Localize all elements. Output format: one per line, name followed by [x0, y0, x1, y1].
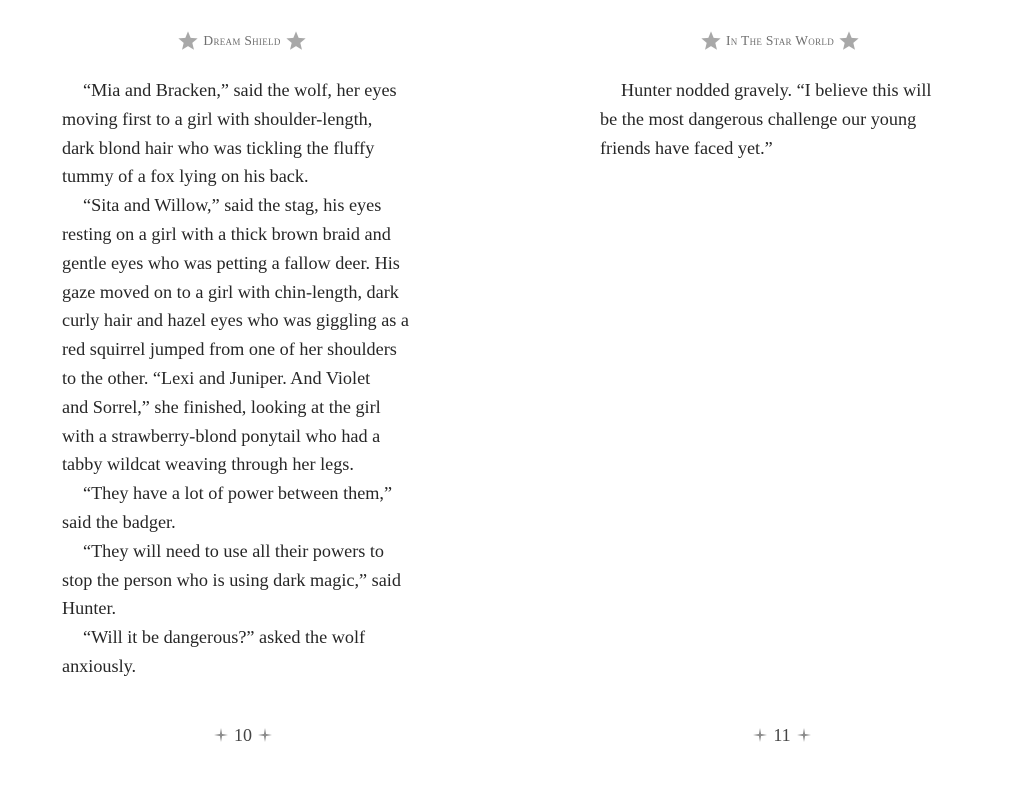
text-line: tummy of a fox lying on his back. — [62, 166, 309, 187]
right-page — [512, 0, 1024, 788]
text-line: “Will it be dangerous?” asked the wolf — [83, 627, 366, 648]
text-line: be the most dangerous challenge our young — [600, 108, 917, 129]
text-line: friends have faced yet.” — [600, 137, 773, 158]
left-page-number — [213, 722, 273, 748]
text-line: said the badger. — [62, 511, 176, 532]
star-icon — [838, 30, 860, 52]
sparkle-icon — [797, 728, 811, 742]
star-icon — [285, 30, 307, 52]
page-number-text: 11 — [773, 724, 791, 745]
text-line: Hunter. — [62, 598, 117, 619]
sparkle-icon — [214, 728, 228, 742]
text-line: resting on a girl with a thick brown braid and — [62, 223, 391, 244]
text-line: stop the person who is using dark magic,” said — [62, 569, 401, 590]
right-page-number — [752, 722, 812, 748]
text-line: “Mia and Bracken,” said the wolf, her eyes — [83, 80, 397, 100]
text-line: Hunter nodded gravely. “I believe this will — [621, 80, 932, 100]
text-line: curly hair and hazel eyes who was giggling as a — [62, 310, 409, 331]
text-line: moving first to a girl with shoulder-length, — [62, 108, 373, 129]
text-line: and Sorrel,” she finished, looking at the girl — [62, 396, 381, 417]
text-line: “They will need to use all their powers to — [83, 540, 385, 561]
sparkle-icon — [753, 728, 767, 742]
text-line: with a strawberry-blond ponytail who had a — [62, 425, 381, 446]
sparkle-icon — [258, 728, 272, 742]
text-line: dark blond hair who was tickling the fluffy — [62, 137, 375, 158]
text-line: gaze moved on to a girl with chin-length, dark — [62, 281, 399, 302]
text-line: “Sita and Willow,” said the stag, his eyes — [83, 195, 382, 216]
text-line: tabby wildcat weaving through her legs. — [62, 454, 354, 475]
text-line: gentle eyes who was petting a fallow deer. His — [62, 252, 400, 273]
star-icon — [177, 30, 199, 52]
star-icon — [700, 30, 722, 52]
right-body-text — [600, 76, 960, 162]
left-running-head — [185, 28, 299, 54]
text-line: “They have a lot of power between them,” — [83, 483, 393, 504]
text-line: to the other. “Lexi and Juniper. And Violet — [62, 367, 371, 388]
left-running-head-text: Dream Shield — [203, 33, 281, 48]
text-line: anxiously. — [62, 655, 137, 676]
text-line: red squirrel jumped from one of her shoulders — [62, 339, 397, 360]
page-number-text: 10 — [234, 724, 252, 745]
right-running-head — [715, 28, 845, 54]
left-body-text — [62, 76, 422, 681]
right-running-head-text: In The Star World — [726, 33, 835, 48]
